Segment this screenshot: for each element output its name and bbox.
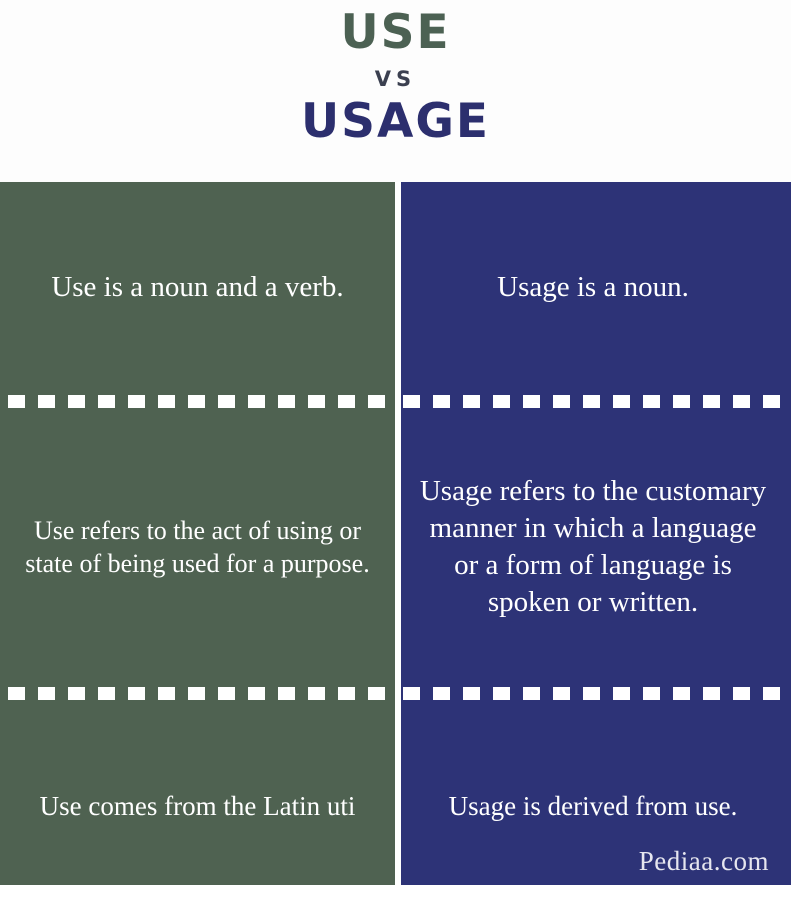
header bbox=[0, 0, 791, 182]
right-row-1-text: Usage is a noun. bbox=[497, 271, 689, 304]
right-row-2-text: Usage refers to the customary manner in which a language or a form of language is spoken or written. bbox=[419, 474, 767, 619]
left-row-1 bbox=[0, 182, 395, 394]
left-column bbox=[0, 182, 395, 885]
right-row-1 bbox=[395, 182, 791, 394]
left-divider-2 bbox=[0, 686, 395, 700]
watermark: Pediaa.com bbox=[638, 846, 769, 876]
right-column bbox=[395, 182, 791, 885]
right-divider-2 bbox=[395, 686, 791, 700]
right-row-2 bbox=[395, 408, 791, 686]
left-row-3 bbox=[0, 700, 395, 913]
left-row-3-text: Use comes from the Latin uti bbox=[39, 791, 356, 822]
right-row-3 bbox=[395, 700, 791, 913]
left-row-1-text: Use is a noun and a verb. bbox=[51, 271, 344, 304]
page-title-left: USE bbox=[340, 5, 451, 60]
dashed-line bbox=[403, 687, 791, 700]
dashed-line bbox=[403, 395, 791, 408]
dashed-line bbox=[8, 687, 395, 700]
left-row-2 bbox=[0, 408, 395, 686]
right-row-3-text: Usage is derived from use. bbox=[448, 791, 738, 822]
right-divider-1 bbox=[395, 394, 791, 408]
left-row-2-text: Use refers to the act of using or state of being used for a purpose. bbox=[25, 515, 370, 578]
comparison-columns bbox=[0, 182, 791, 885]
dashed-line bbox=[8, 395, 395, 408]
page-title-right: USAGE bbox=[300, 94, 491, 150]
left-divider-1 bbox=[0, 394, 395, 408]
versus-label: VS bbox=[374, 67, 417, 92]
column-gap bbox=[395, 182, 401, 885]
